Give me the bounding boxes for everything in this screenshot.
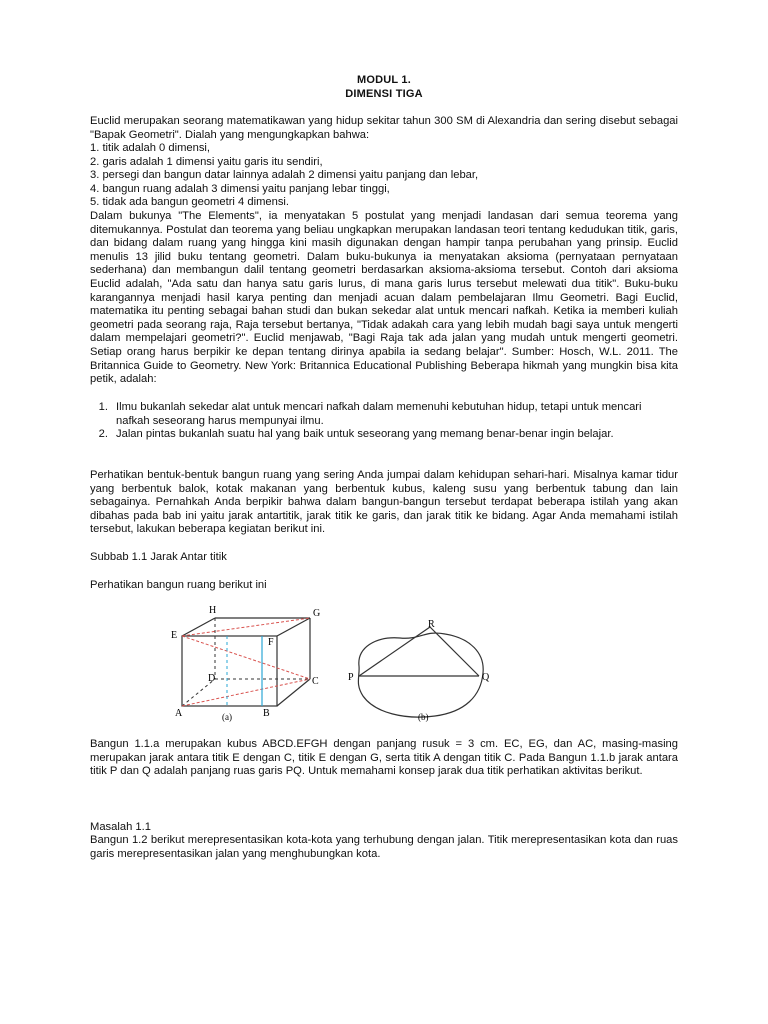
module-title: MODUL 1. [357, 74, 411, 86]
label-c: C [312, 676, 319, 687]
elements-paragraph: Dalam bukunya "The Elements", ia menyatakan 5 postulat yang menjadi landasan dari semua teorema yang ditemukannya. Postulat dan teorema yang beliau ungkapkan merupakan landasan teori tentang kedudukan titik, garis, dan bidang dalam ruang yang hingga kini masih digunakan dengan hampir tanpa perubahan yang prinsip. Euclid menulis 13 jilid buku tentang geometri. Dalam buku-bukunya ia menyatakan aksioma (pernyataan pernyataan sederhana) dan membangun dalil tentang geometri berdasarkan aksioma-aksioma tersebut. Contoh dari aksioma Euclid adalah, "Ada satu dan hanya satu garis lurus, di mana garis lurus tersebut melewati dua titik". Buku-buku karangannya menjadi hasil karya penting dan menjadi acuan dalam pembelajaran Ilmu Geometri. Bagi Euclid, matematika itu penting sebagai bahan studi dan bukan sekedar alat untuk mencari nafkah. Ketika ia memberi kuliah geometri pada seorang raja, Raja tersebut bertanya, "Tidak adakah cara yang lebih mudah bagi saya untuk mengerti dalam mempelajari geometri?". Euclid menjawab, "Bagi Raja tak ada jalan yang mudah untuk mengerti geometri. Setiap orang harus berpikir ke depan tentang dirinya apabila ia sedang belajar". Sumber: Hosch, W.L. 2011. The Britannica Guide to Geometry. New York: Britannica Educational Publishing Beberapa hikmah yang mungkin bisa kita petik, adalah: [90, 210, 678, 386]
segment-ec [182, 636, 310, 679]
label-e: E [171, 630, 178, 641]
intro-list-item: 5. tidak ada bangun geometri 4 dimensi. [90, 196, 290, 209]
label-h: H [209, 605, 217, 616]
masalah-heading: Masalah 1.1 [90, 821, 151, 833]
intro-list-item: 1. titik adalah 0 dimensi, [90, 142, 211, 154]
segment-pr [359, 627, 430, 676]
perhatikan-paragraph: Perhatikan bentuk-bentuk bangun ruang yang sering Anda jumpai dalam kehidupan sehari-hari. Misalnya kamar tidur yang berbentuk balok, kotak makanan yang berbentuk kubus, kaleng susu yang berbentuk tabung dan lain sebagainya. Pernahkah Anda berpikir bahwa dalam bangun-bangun tersebut terdapat beberapa istilah yang akan dibahas pada bab ini yaitu jarak antartitik, jarak titik ke garis, dan jarak titik ke bidang. Agar Anda memahami istilah tersebut, lakukan beberapa kegiatan berikut ini. [90, 469, 678, 536]
bangun-paragraph: Bangun 1.1.a merupakan kubus ABCD.EFGH dengan panjang rusuk = 3 cm. EC, EG, dan AC, masing-masing merupakan jarak antara titik E dengan C, titik E dengan G, serta titik A dengan titik C. Pada Bangun 1.1.b jarak antara titik P dan Q adalah panjang ruas garis PQ. Untuk memahami konsep jarak dua titik perhatikan aktivitas berikut. [90, 738, 678, 778]
lesson-text: Ilmu bukanlah sekedar alat untuk mencari nafkah dalam memenuhi kebutuhan hidup, tetapi untuk mencari nafkah seseorang harus mempunyai ilmu. [116, 401, 642, 427]
segment-ac [182, 679, 310, 706]
label-d: D [208, 673, 216, 684]
figure-intro: Perhatikan bangun ruang berikut ini [90, 579, 267, 591]
closed-curve [358, 633, 483, 717]
module-subtitle: DIMENSI TIGA [345, 88, 423, 100]
lesson-text: Jalan pintas bukanlah suatu hal yang baik untuk seseorang yang memang benar-benar ingin belajar. [116, 428, 614, 441]
label-a: A [175, 708, 183, 719]
subbab-heading: Subbab 1.1 Jarak Antar titik [90, 551, 227, 563]
label-p: P [348, 672, 354, 683]
intro-paragraph: Euclid merupakan seorang matematikawan yang hidup sekitar tahun 300 SM di Alexandria dan sering disebut sebagai "Bapak Geometri". Dialah yang mengungkapkan bahwa: [90, 115, 678, 141]
label-f: F [268, 637, 274, 648]
cube-figure [165, 600, 335, 725]
intro-list-item: 3. persegi dan bangun datar lainnya adalah 2 dimensi yaitu panjang dan lebar, [90, 169, 479, 182]
segment-rq [430, 627, 479, 676]
label-b: B [263, 708, 270, 719]
label-q: Q [482, 672, 490, 683]
caption-a: (a) [222, 712, 232, 722]
masalah-paragraph: Bangun 1.2 berikut merepresentasikan kota-kota yang terhubung dengan jalan. Titik merepresentasikan kota dan ruas garis merepresentasikan jalan yang menghubungkan kota. [90, 834, 678, 860]
lessons-list [90, 401, 678, 442]
lesson-number: 2. [98, 428, 108, 441]
curve-figure [345, 618, 495, 728]
front-face [182, 636, 277, 706]
edge-bc [277, 679, 310, 706]
caption-b: (b) [418, 712, 429, 722]
label-g: G [313, 608, 321, 619]
intro-list-item: 4. bangun ruang adalah 3 dimensi yaitu panjang lebar tinggi, [90, 182, 390, 195]
lesson-item [90, 401, 678, 428]
intro-list-item: 2. garis adalah 1 dimensi yaitu garis itu sendiri, [90, 155, 323, 168]
segment-eg [182, 618, 310, 636]
lesson-item [90, 428, 678, 442]
lesson-number: 1. [98, 401, 108, 413]
label-r: R [428, 619, 435, 630]
